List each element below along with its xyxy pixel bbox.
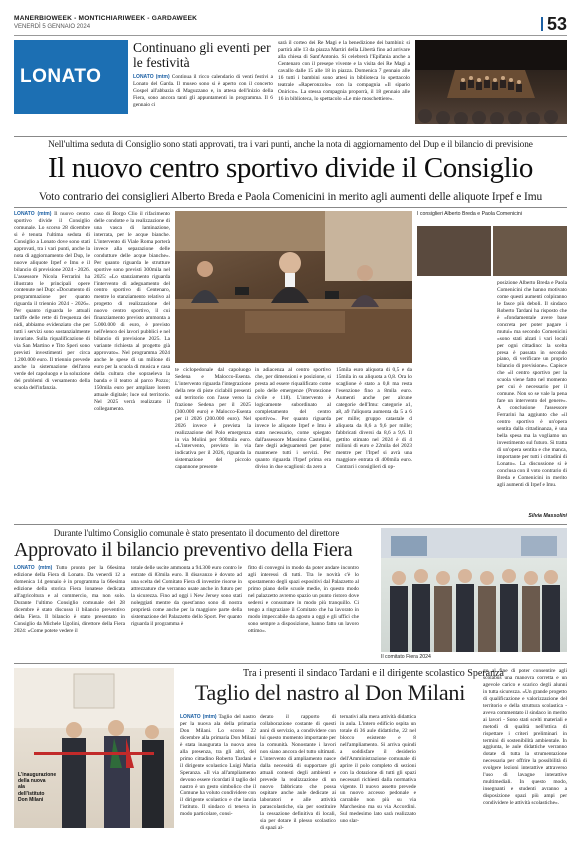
council-photo xyxy=(175,211,412,363)
milani-title: Taglio del nastro al Don Milani xyxy=(194,680,466,705)
fiera-title: Approvato il bilancio preventivo della Fiera xyxy=(14,539,353,561)
milani-photo xyxy=(14,668,174,828)
milani-col-1: LONATO (mtm) Taglio del nastro per la nuova ala della primaria Don Milani. Lo scorso 22 dicembre alla primaria Don Milani è stata inaugurata la nuova area alla presenza, tra gli altri, del primo cittadino Roberto Tardani e il dirigente scolastico Luigi Maria Speranza. «Il via all'ampliamento devono essere ricordati il taglio del nastro è un gesto simbolico che il Comune ha voluto condividere con il dirigente scolastico e che lancia l'istituto. Il sindaco ci teneva in modo particolare, consi- xyxy=(180,714,256,818)
festivities-title: Continuano gli eventi per le festività xyxy=(133,40,271,70)
milani-kicker: Tra i presenti il sindaco Tardani e il dirigente scolastico Speranza xyxy=(243,668,504,679)
fiera-col-3: fitto di convegni in modo da poter andare incontro agli interessi di tutti. Tra le novità c'è lo spostamento degli spazi espositivi dal Palazzetto al primo piano delle scuole medie, in questo modo nel palazzetto avremo spazio un punto ristoro dove sedersi e consumare in modo più tranquillo. Ci tengo a ringraziare il Comitato che ha lavorato in modo impeccabile da agosto a oggi e gli uffici che sono sempre a disposizione, hanno fatto un lavoro ottimo». xyxy=(248,565,359,634)
sport-col-3: te ciclopedonale dal capoluogo Sedena e Malocco-Esenta. L'intervento riguarda l'integrazione della rete di piste ciclabili presenti sul territorio con l'asse verso la frazione Sedena per il 2025 (300.000 euro) e Malocco-Esenta per il 2026 (200.000 euro). Nel 2026 invece è prevista la realizzazione del Polo emergenza in via Molini per 900mila euro. «L'intervento, previsto in via indicativa per il 2026, riguarda la sistemazione del piccolo capannone presente xyxy=(175,367,251,471)
fiera-kicker: Durante l'ultimo Consiglio comunale è stato presentato il documento del direttore xyxy=(53,528,340,538)
milani-col-4: go al fine di poter consentire agli scolabus una manovra corretta e un agevole carico e scarico degli alunni in tutta sicurezza. «Un grande progetto di qualificazione e valorizzazione del territorio e della struttura scolastica - aveva commentato il sindaco in merito ai lavori - Sono stati scelti materiali e metodi di qualità nell'ottica di rispettare i criteri preliminari in termini di sostenibilità ambientale. In aggiunta, le aule didattiche verranno dotate di tutta la strumentazione necessaria per offrire la possibilità di svolgere lezioni interattive attraverso l'uso di lavagne interattive multimediali. In questo modo, insegnanti e studenti avranno a disposizione spazi più ampi per condividere le attività scolastiche». xyxy=(483,668,567,807)
publication-name: MANERBIOWEEK - MONTICHIARIWEEK - GARDAWEEK xyxy=(14,15,198,22)
issue-date: VENERDÌ 5 GENNAIO 2024 xyxy=(14,24,91,30)
section-label: LONATO xyxy=(14,40,128,114)
divider xyxy=(14,207,567,208)
milani-col-3: ternativi alla mera attività didattica in aula. L'intero edificio ospita un totale di 36 aule didattiche, 22 nel blocco esistente e 8 nell'ampliamento. Si arriva quindi a soddisfare il desiderio dell'Amministrazione comunale di aprire il polo completo di sezioni con la dotazione di tutti gli spazi necessari richiesti dalla normativa vigente. Il nuovo assetto prevede un nuovo accesso pedonale e carrabile non più su via Marchesino ma su via Accordini. Sul medesimo lato sarà realizzato uno slar- xyxy=(340,714,416,825)
festivities-col-2: sarà il corteo dei Re Magi e la benedizione dei bambini: si partirà alle 13 da piazza Martiri della Libertà fino ad arrivare alla chiesa di Sant'Antonio. Si celebrerà l'Epifania anche a Centenaro con il presepe vivente e la visita dei Re Magi a cavallo dalle 15 alle 18 in piazza. Domenica 7 gennaio alle 16 tutti i bambini sono attesi in biblioteca lo spettacolo teatrale «Raperonzolo» con la compagnia «Il sipario Onirico». La stessa compagnia proporrà, il 18 gennaio alle 16 in biblioteca, lo spettacolo «Le mie moschettiere». xyxy=(278,40,410,102)
divider xyxy=(14,136,567,137)
sport-col-1: LONATO (mtm) Il nuovo centro sportivo divide il Consiglio comunale. Lo scorso 28 dicembre si è tenuta l'ultima seduta di Consiglio a Lonato dove sono stati approvati, tra i vari punti, anche la nota di aggiornamento del Dup, le nuove aliquote Irpef e Imu e il bilancio di previsione 2024 - 2026. L'assessore Nicola Ferrarini ha illustrato le principali opere contenute nel Dup: «Documento di programmazione per quanto riguarda il triennio 2024 - 2026». Per quanto riguarda le attuali tariffe delle rette di frequenza dei nidi, abbiamo evidenziato che per tutti i servizi sono sostanzialmente invariate. Sulla riqualificazione di via San Martino e Tito Speri sono previsti investimenti per circa 1.200.000 euro. Il triennio prevede anche la sistemazione dell'area verde del capoluogo e la soluzione dei problemi di versamento della scuola dell'infanzia. xyxy=(14,211,90,391)
fiera-committee-photo xyxy=(381,528,567,652)
sport-col-2: caso di Borgo Clio il rifacimento delle condotte e la realizzazione di una vasca di laminazione, interrata, per le acque bianche. L'intervento di Viale Roma porterà invece alla separazione delle condutture delle acque bianche». Per quanto riguarda le strutture sportive sono previsti 300mila nel 2025: «Lo stanziamento riguarda l'intervento di adeguamento del centro sportivo di Centenaro, mentre lo stanziamento relativo al progetto di realizzazione del nuovo centro sportivo, il cui finanziamento previsto ammonta a 5.000.000 di euro, è previsto nell'elenco dei lavori pubblici e nel bilancio di previsione 2025. La variante richiesta al progetto già approvato». Nel programma 2024 anche le spese di un milione di euro per la scuola di musica e casa della cultura che sopraeleva la banda e il teatro al parco Pozzo; 150mila euro per ampliare lorem attuale digitale; luce sul territorio. Nel 2025 verrà realizzato il collegamento. xyxy=(94,211,170,412)
divider xyxy=(14,524,567,525)
festivities-col-1: LONATO (mtm) Continua il ricco calendario di venti festivi a Lonato del Garda. Il museo sono si è aperto con il concerto Gospel all'abbazia di Maguzzano e, in attesa dell'inizio della Fiera, sono ancora tanti gli appuntamenti in programma. Il 6 gennaio ci xyxy=(133,74,273,108)
milani-col-2: derato il rapporto di collaborazione costante di questi anni di servizio, a condividere con lui questo momento importante per la comunità. Nonostante i lavori non siano ancora del tutto ultimati. L'intervento di ampliamento nasce dalla necessità di supportare gli attuali contesti degli ambienti e prevede la realizzazione di un nuovo fabbricato che possa ospitare anche aule dedicate ai laboratori e alle attività parascolastiche, sia per sostituire la cessazione definitiva di locali, sia per dotare il plesso scolastico di spazi al- xyxy=(260,714,336,832)
councillors-photo-2 xyxy=(493,226,567,276)
sport-col-5: 15mila euro aliquota di 0,5 e da 15mila in su aliquota a 0,8. Ora lo scaglione è stato a 0,8 ma resta l'esenzione fino a 8mila euro. Aumenti anche per alcune categorie dell'Imu: categorie a1, a8, a9 l'aliquota aumenta da 5 a 6 per mille; gruppo catastale d aliquota da 8,6 a 9,6 per mille; fabbricati diversi da 8,6 a 9,6. Il gettito stimato nel 2024 è di 4 milioni di euro e 22mila del 2023 mentre per l'Irpef si avrà una maggiore entrata di 400mila euro. Contrari i consiglieri di op- xyxy=(336,367,412,471)
sport-author: Silvia Massolini xyxy=(528,513,567,519)
concert-photo xyxy=(415,40,567,124)
page-header xyxy=(14,14,567,36)
sport-kicker: Nell'ultima seduta di Consiglio sono stati approvati, tra i vari punti, anche la nota di aggiornamento del Dup e il bilancio di previsione xyxy=(48,140,533,150)
fiera-photo-caption: Il comitato Fiera 2024 xyxy=(381,654,431,660)
sport-title: Il nuovo centro sportivo divide il Consiglio xyxy=(47,152,534,184)
sport-col-4: in adiacenza al centro sportivo che, per dimensioni e posizione, si presta ad essere riqualificato come polo delle emergenze (Protezione civile e 118). L'intervento è logicamente subordinato al completamento del centro sportivo». Per quanto riguarda invece le aliquote Irpef e Imu è stato necessario, come spiegato dall'assessore Massimo Castellini, fare degli adeguamenti per poter mantenere tutti i servizi. Per quanto riguarda l'Irpef prima era diviso in due scaglioni: da zero a xyxy=(255,367,331,471)
fiera-col-1: LONATO (mtm) Tutto pronto per la 66esima edizione della Fiera di Lonato. Da venerdì 12 a domenica 14 gennaio è in programma la 66esima edizione della storica Fiera lonatese dedicata all'agricoltura e al commercio, ma non solo. Durante l'ultimo Consiglio comunale del 28 dicembre è stato discusso il bilancio preventivo della Fiera. Il bilancio è stato presentato in Consiglio da Michele Ugolini, direttore della Fiera 2024: «Come potete vedere il xyxy=(14,565,125,634)
fiera-col-2: totale delle uscite ammonta a 94.300 euro contro le entrate di 83mila euro. Il disavanzo è dovuto ad una scelta del Comitato Fiera di investire risorse in attrezzature che verranno usate anche in futuro per la sicurezza. Fino ad oggi i New Jersey sono stati noleggiati mentre da quest'anno sono di nostra proprietà come anche per la maggiore parte della sistemazione del Palazzetto dello Sport. Per quanto riguarda il programma è xyxy=(131,565,242,627)
divider xyxy=(14,663,567,664)
sport-photo-caption: I consiglieri Alberto Breda e Paola Comenicini xyxy=(417,211,522,217)
sport-subtitle: Voto contrario dei consiglieri Alberto Breda e Paola Comenicini in merito agli aumenti delle aliquote Irpef e Imu xyxy=(38,191,543,203)
sport-col-6: posizione Alberto Breda e Paola Comenicini che hanno motivato come questi aumenti colpiranno le fasce più deboli. Il sindaco Roberto Tardani ha risposto che è «fondamentale avere base concreta per poter pagare i mutui» ma secondo Comenicini «sono stati alzati i vari locali per ogni cittadino: la scelta presa è passata in secondo piano, di verificare un proprio bilancio di previsione». Capisce che «il centro sportivo per la scuola viene fatto nel momento per cui è necessario per il comune. Non so se vale la pena fare un intervento del genere». A conclusione l'assessore Ferrarini ha aggiunto che «il centro sportivo è un'opera sentita dalla cittadinanza, è una bella spesa ma la vogliamo un investimento sul futuro. Si tratta di un'opera sentita e che manca, importante per tutti i cittadini di Lonato». La discussione si è conclusa con il voto contrario di Breda e Comenicini in merito agli aumenti di Irpef e Imu. xyxy=(497,280,567,488)
milani-photo-caption: L'inaugurazione della nuova ala dell'istituto Don Milani xyxy=(18,772,57,803)
councillors-photo-1 xyxy=(417,226,491,276)
page-number: 53 xyxy=(541,14,567,35)
